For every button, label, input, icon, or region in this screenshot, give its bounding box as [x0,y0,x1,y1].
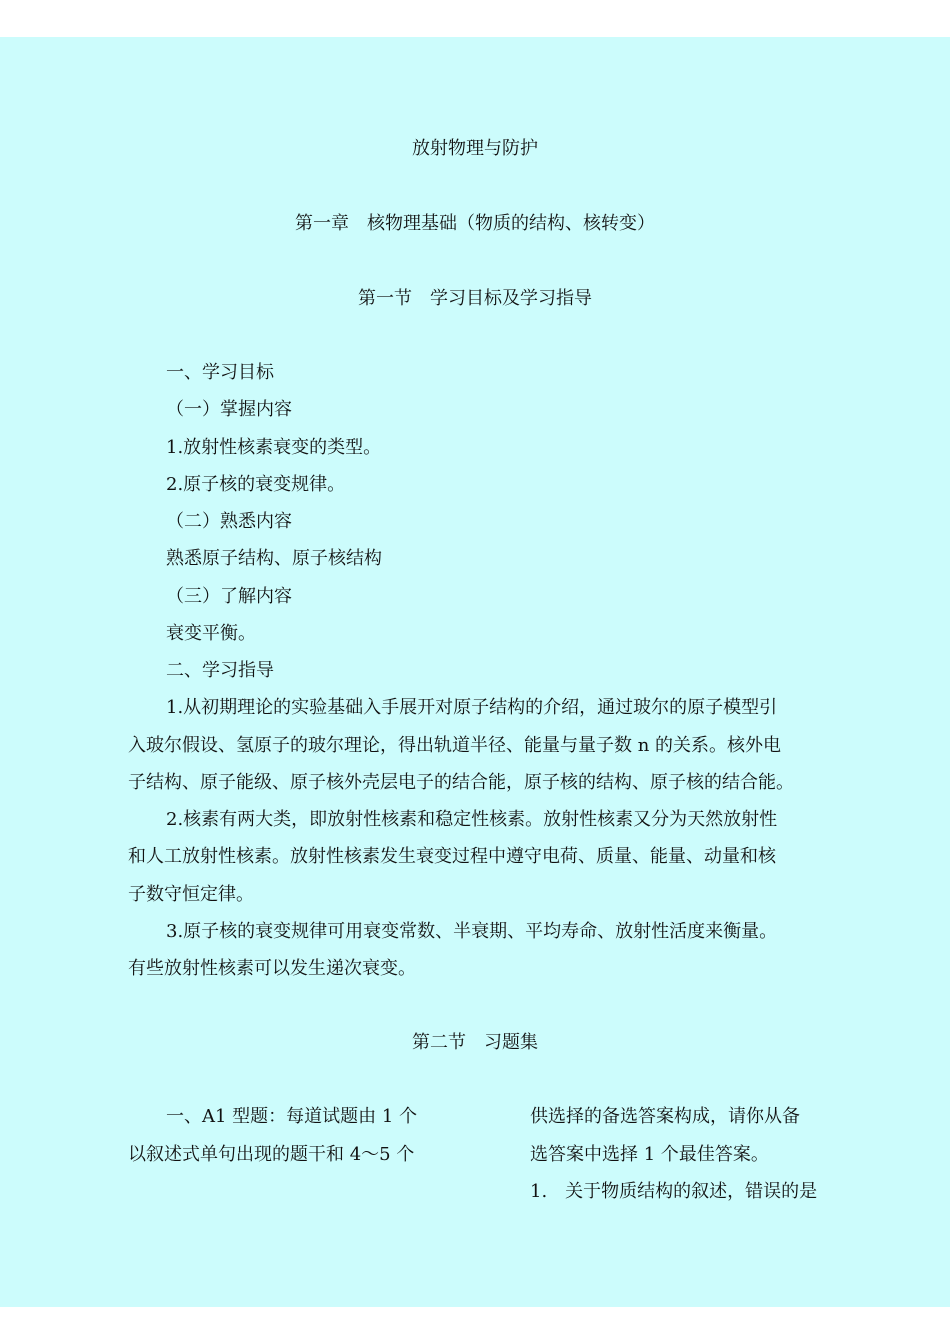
familiar-text: 熟悉原子结构、原子核结构 [166,548,382,569]
guide-2-line-2: 和人工放射性核素。放射性核素发生衰变过程中遵守电荷、质量、能量、动量和核 [128,846,776,867]
guide-3-line-2: 有些放射性核素可以发生递次衰变。 [128,958,416,979]
guide-3-line-1: 3.原子核的衰变规律可用衰变常数、半衰期、平均寿命、放射性活度来衡量。 [166,921,778,942]
master-item-2: 2.原子核的衰变规律。 [166,474,346,495]
section-heading-1: 第一节 学习目标及学习指导 [358,288,592,309]
section-heading-2: 第二节 习题集 [412,1032,538,1053]
guide-heading: 二、学习指导 [166,660,274,681]
guide-1-line-3: 子结构、原子能级、原子核外壳层电子的结合能，原子核的结构、原子核的结合能。 [128,772,794,793]
guide-2-line-1: 2.核素有两大类，即放射性核素和稳定性核素。放射性核素又分为天然放射性 [166,809,778,830]
question-1: 1. 关于物质结构的叙述，错误的是 [530,1181,818,1202]
understand-text: 衰变平衡。 [166,623,256,644]
chapter-heading: 第一章 核物理基础（物质的结构、核转变） [295,213,655,234]
guide-1-line-2: 入玻尔假设、氢原子的玻尔理论，得出轨道半径、能量与量子数 n 的关系。核外电 [128,735,782,756]
master-heading: （一）掌握内容 [166,399,292,420]
a1-intro-right-line-1: 供选择的备选答案构成，请你从备 [530,1106,800,1127]
master-item-1: 1.放射性核素衰变的类型。 [166,437,382,458]
goals-heading: 一、学习目标 [166,362,274,383]
guide-2-line-3: 子数守恒定律。 [128,884,254,905]
understand-heading: （三）了解内容 [166,586,292,607]
guide-1-line-1: 1.从初期理论的实验基础入手展开对原子结构的介绍，通过玻尔的原子模型引 [166,697,778,718]
document-title: 放射物理与防护 [412,138,538,159]
a1-intro-left-line-2: 以叙述式单句出现的题干和 4～5 个 [128,1144,415,1165]
a1-intro-right-line-2: 选答案中选择 1 个最佳答案。 [530,1144,769,1165]
familiar-heading: （二）熟悉内容 [166,511,292,532]
a1-intro-left-line-1: 一、A1 型题：每道试题由 1 个 [166,1106,418,1127]
